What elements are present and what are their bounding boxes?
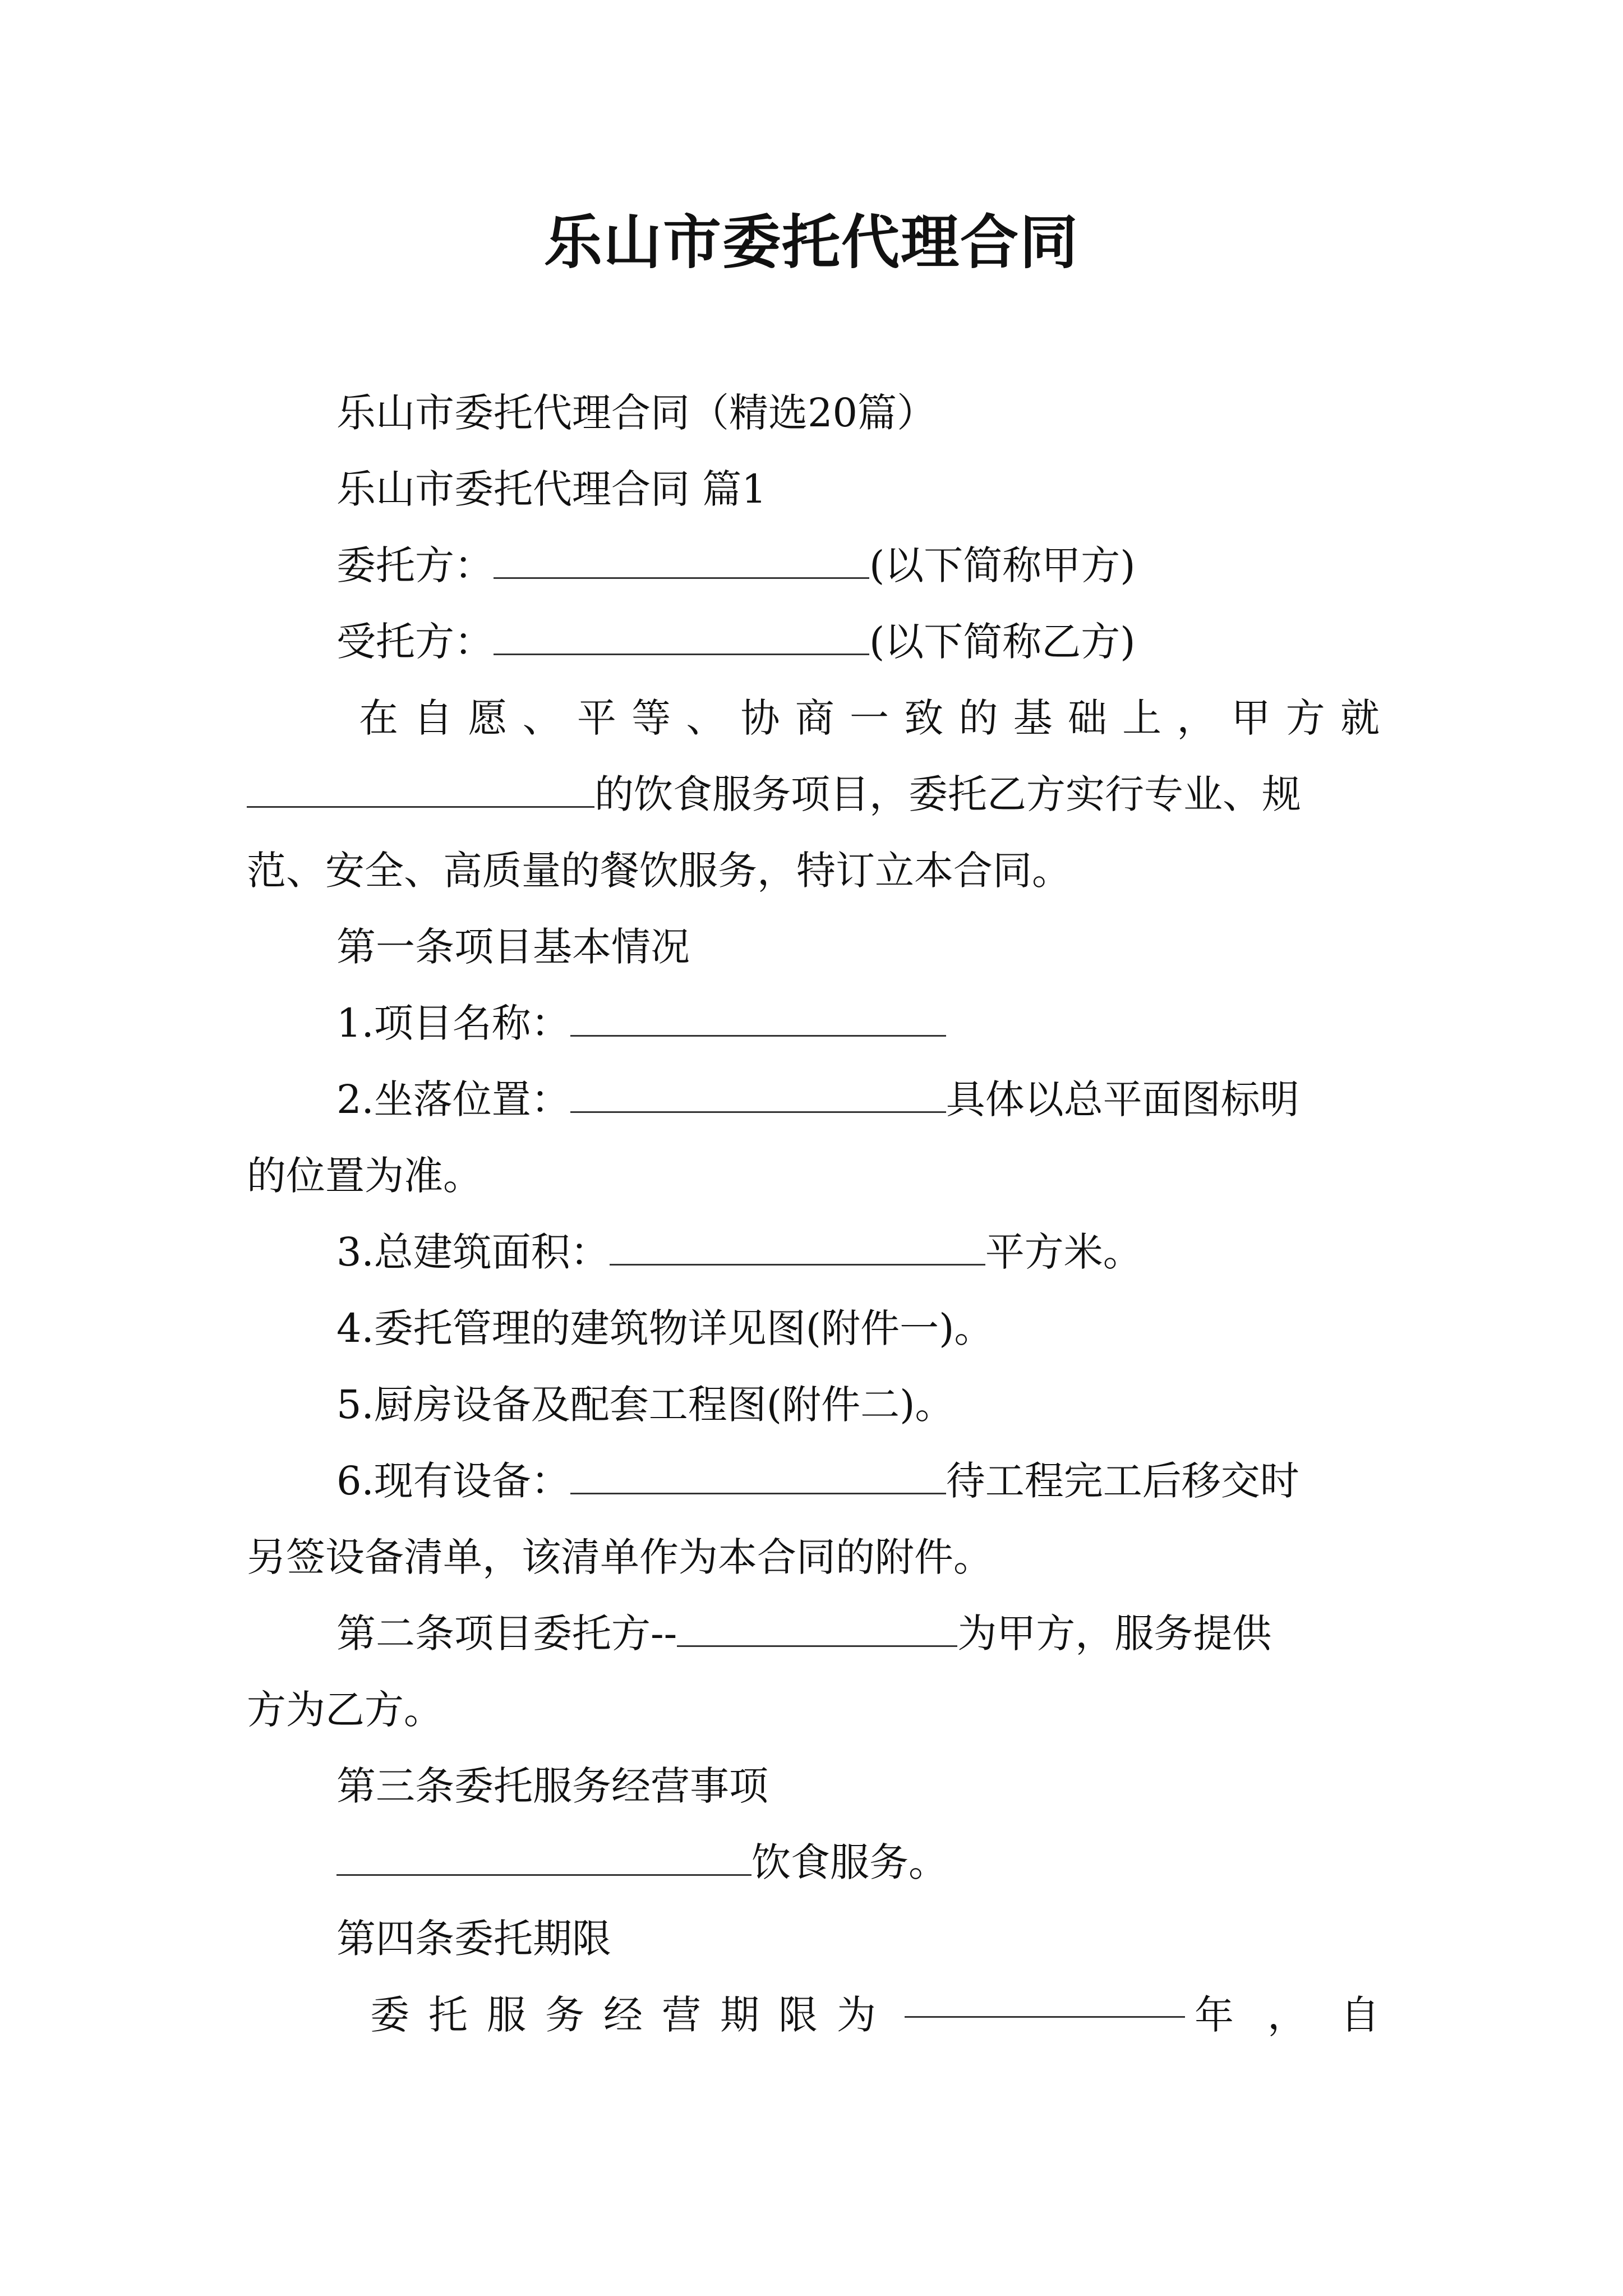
item-text: 具体以总平面图标明	[946, 1076, 1299, 1122]
item-label: 6.现有设备：	[336, 1458, 570, 1504]
project-blank	[247, 767, 594, 808]
intro-paragraph-line: 范、安全、高质量的餐饮服务，特订立本合同。	[247, 848, 1071, 894]
item-line	[247, 1214, 1380, 1290]
principal-line	[247, 527, 1380, 604]
intro-paragraph-line	[247, 756, 1380, 832]
item-label: 2.坐落位置：	[336, 1076, 570, 1122]
principal-name-blank	[677, 1606, 957, 1647]
article-heading: 第四条委托期限	[336, 1916, 611, 1962]
article-text: 饮食服务。	[751, 1839, 948, 1885]
article-line	[247, 1824, 1380, 1901]
item-label: 3.总建筑面积：	[336, 1229, 610, 1275]
item-text: 待工程完工后移交时	[946, 1458, 1299, 1504]
article-text: 委托服务经营期限为	[370, 1992, 895, 2038]
article-line	[247, 1977, 1413, 2053]
item-line: 4.委托管理的建筑物详见图(附件一)。	[336, 1305, 994, 1351]
item-text: 平方米。	[985, 1229, 1142, 1275]
principal-blank	[494, 538, 869, 579]
section-heading: 乐山市委托代理合同 篇1	[336, 466, 767, 512]
service-blank	[336, 1835, 751, 1876]
article-line: 方为乙方。	[247, 1687, 443, 1733]
area-blank	[610, 1225, 985, 1266]
intro-paragraph-text: 的饮食服务项目，委托乙方实行专业、规	[594, 771, 1301, 817]
article-heading: 第三条委托服务经营事项	[336, 1763, 768, 1809]
agent-note: (以下简称乙方)	[869, 619, 1136, 665]
subtitle-line: 乐山市委托代理合同（精选20篇）	[336, 390, 937, 436]
agent-label: 受托方：	[336, 619, 494, 665]
principal-note: (以下简称甲方)	[869, 542, 1136, 588]
item-line: 另签设备清单，该清单作为本合同的附件。	[247, 1534, 993, 1580]
intro-paragraph-line: 在自愿、平等、协商一致的基础上，甲方就	[359, 695, 1380, 741]
item-line	[247, 1443, 1380, 1519]
article-line	[247, 1595, 1380, 1672]
item-line: 的位置为准。	[247, 1153, 482, 1199]
principal-label: 委托方：	[336, 542, 494, 588]
location-blank	[570, 1072, 946, 1113]
project-name-blank	[570, 996, 946, 1037]
agent-line	[247, 604, 1380, 680]
article-text: 第二条项目委托方--	[336, 1611, 677, 1657]
agent-blank	[494, 614, 869, 655]
term-years-blank	[905, 1977, 1185, 2018]
item-line: 5.厨房设备及配套工程图(附件二)。	[336, 1382, 955, 1428]
item-line	[247, 985, 1380, 1061]
equipment-blank	[570, 1453, 946, 1494]
item-line	[247, 1061, 1380, 1138]
item-label: 1.项目名称：	[336, 1000, 570, 1046]
document-title: 乐山市委托代理合同	[543, 208, 1079, 277]
document-body	[247, 375, 1413, 2053]
article-text: 年，自	[1195, 1992, 1413, 2038]
article-heading: 第一条项目基本情况	[336, 924, 690, 970]
article-text: 为甲方，服务提供	[957, 1611, 1272, 1657]
